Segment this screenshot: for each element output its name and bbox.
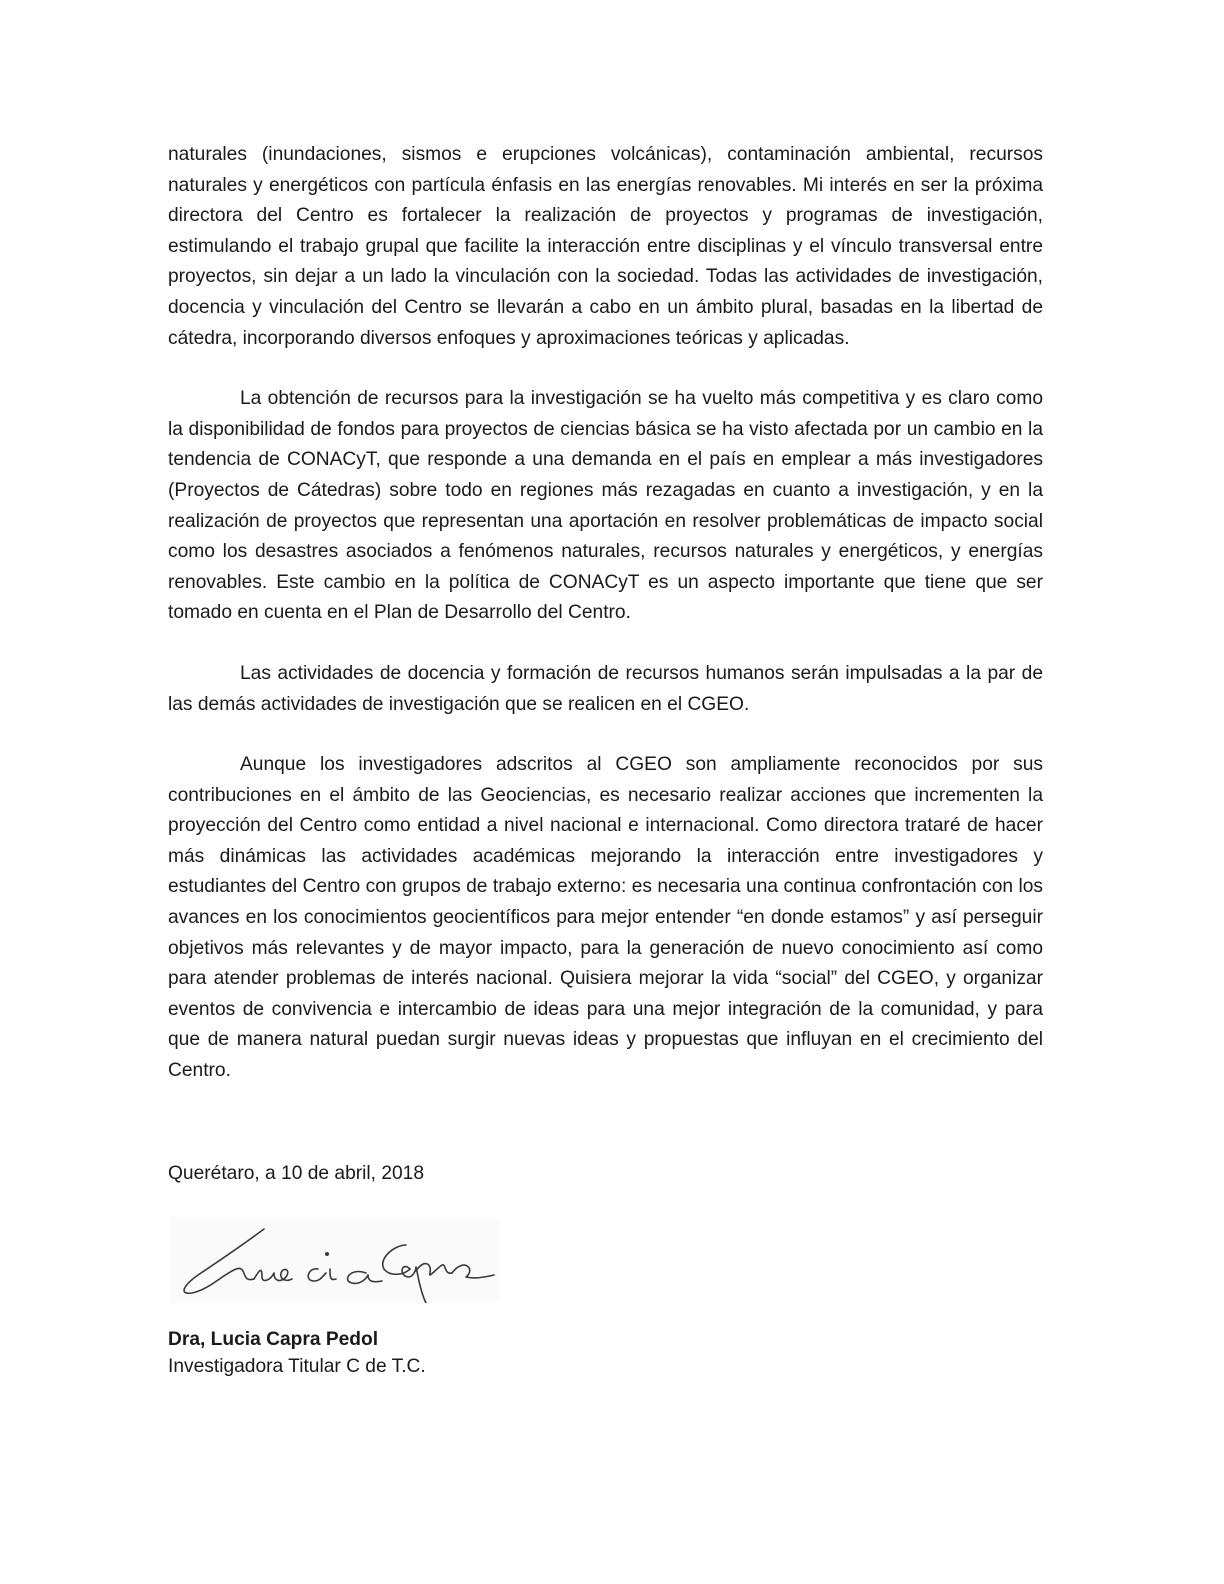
paragraph-3: Las actividades de docencia y formación de recursos humanos serán impulsadas a la par de las demás actividades de investigación que se realicen en el CGEO. <box>168 662 1043 715</box>
signature-icon <box>170 1217 500 1303</box>
paragraph-4: Aunque los investigadores adscritos al CGEO son ampliamente reconocidos por sus contribuciones en el ámbito de las Geociencias, es necesario realizar acciones que incrementen la proyección del Centro como entidad a nivel nacional e internacional. Como directora trataré de hacer más dinámicas las actividades académicas mejorando la interacción entre investigadores y estudiantes del Centro con grupos de trabajo externo: es necesaria una continua confrontación con los avances en los conocimientos geocientíficos para mejor entender “en donde estamos” y así perseguir objetivos más relevantes y de mayor impacto, para la generación de nuevo conocimiento así como para atender problemas de interés nacional. Quisiera mejorar la vida “social” del CGEO, y organizar eventos de convivencia e intercambio de ideas para una mejor integración de la comunidad, y para que de manera natural puedan surgir nuevas ideas y propuestas que influyan en el crecimiento del Centro. <box>168 754 1043 1082</box>
signer-name: Dra, Lucia Capra Pedol <box>168 1329 379 1350</box>
signature-image <box>170 1217 500 1303</box>
signer-title: Investigadora Titular C de T.C. <box>168 1356 426 1377</box>
paragraph-2: La obtención de recursos para la investigación se ha vuelto más competitiva y es claro como la disponibilidad de fondos para proyectos de ciencias básica se ha visto afectada por un cambio en la tendencia de CONACyT, que responde a una demanda en el país en emplear a más investigadores (Proyectos de Cátedras) sobre todo en regiones más rezagadas en cuanto a investigación, y en la realización de proyectos que representan una aportación en resolver problemáticas de impacto social como los desastres asociados a fenómenos naturales, recursos naturales y energéticos, y energías renovables. Este cambio en la política de CONACyT es un aspecto importante que tiene que ser tomado en cuenta en el Plan de Desarrollo del Centro. <box>168 388 1043 624</box>
place-date: Querétaro, a 10 de abril, 2018 <box>168 1163 425 1184</box>
paragraph-1: naturales (inundaciones, sismos e erupciones volcánicas), contaminación ambiental, recursos naturales y energéticos con partícula énfasis en las energías renovables. Mi interés en ser la próxima directora del Centro es fortalecer la realización de proyectos y programas de investigación, estimulando el trabajo grupal que facilite la interacción entre disciplinas y el vínculo transversal entre proyectos, sin dejar a un lado la vinculación con la sociedad. Todas las actividades de investigación, docencia y vinculación del Centro se llevarán a cabo en un ámbito plural, basadas en la libertad de cátedra, incorporando diversos enfoques y aproximaciones teóricas y aplicadas. <box>168 144 1043 349</box>
letter-body <box>168 140 1043 1087</box>
